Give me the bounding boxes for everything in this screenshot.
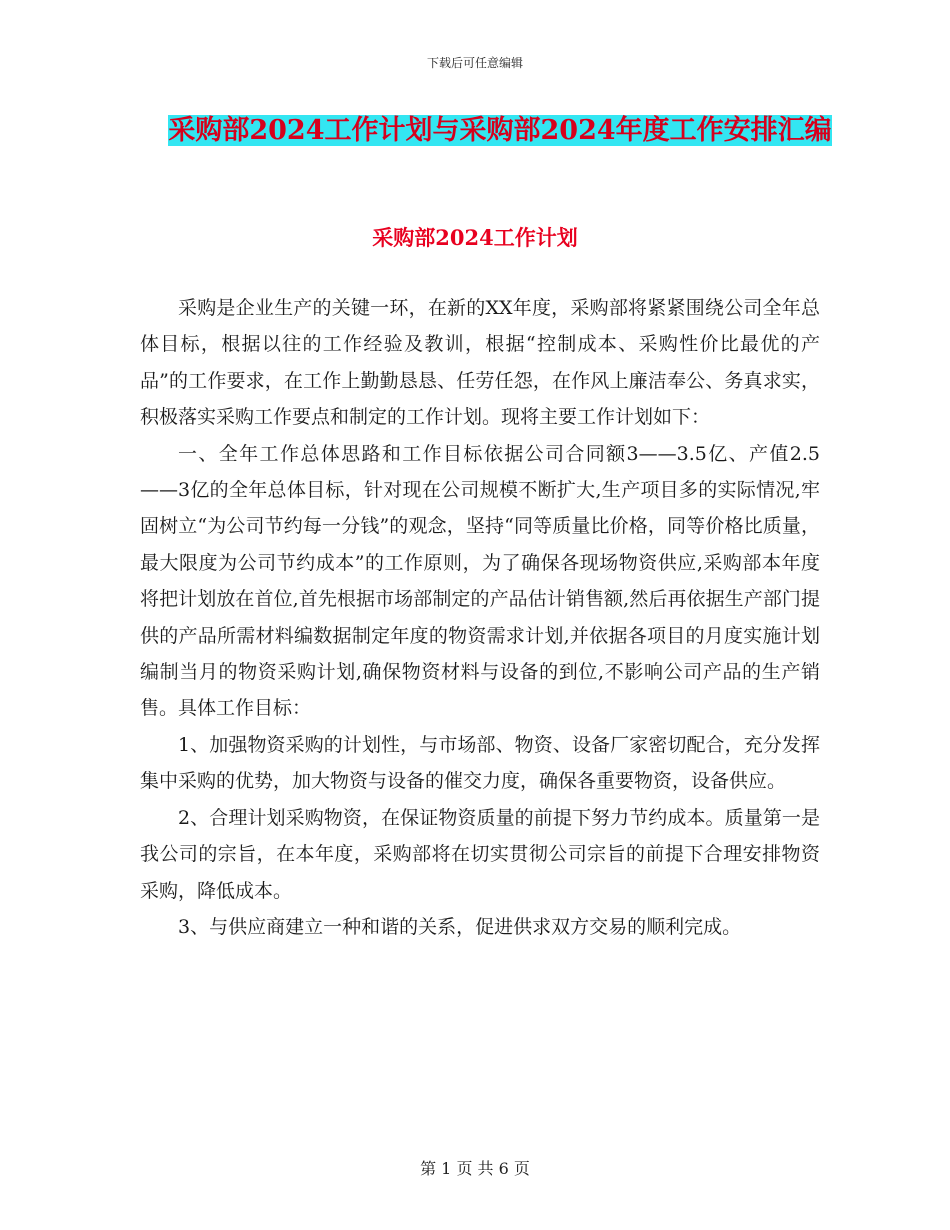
section-title: 采购部2024工作计划 bbox=[372, 225, 578, 250]
paragraph-intro: 采购是企业生产的关键一环，在新的XX年度，采购部将紧紧围绕公司全年总体目标，根据以往的工作经验及教训，根据“控制成本、采购性价比最优的产品”的工作要求，在工作上勤勤恳恳、任劳任怨，在作风上廉洁奉公、务真求实，积极落实采购工作要点和制定的工作计划。现将主要工作计划如下： bbox=[140, 297, 820, 429]
document-title bbox=[160, 108, 840, 154]
paragraph-2: 1、加强物资采购的计划性，与市场部、物资、设备厂家密切配合，充分发挥集中采购的优势，加大物资与设备的催交力度，确保各重要物资，设备供应。 bbox=[140, 733, 820, 793]
paragraph-4: 3、与供应商建立一种和谐的关系，促进供求双方交易的顺利完成。 bbox=[178, 915, 742, 938]
paragraph-3: 2、合理计划采购物资，在保证物资质量的前提下努力节约成本。质量第一是我公司的宗旨，在本年度，采购部将在切实贯彻公司宗旨的前提下合理安排物资采购，降低成本。 bbox=[140, 806, 820, 902]
page-footer: 第 1 页 共 6 页 bbox=[420, 1159, 530, 1178]
document-body bbox=[140, 290, 820, 945]
document-title-text: 采购部2024工作计划与采购部2024年度工作安排汇编 bbox=[168, 115, 832, 146]
paragraph-1: 一、全年工作总体思路和工作目标依据公司合同额3——3.5亿、产值2.5——3亿的全年总体目标，针对现在公司规模不断扩大,生产项目多的实际情况,牢固树立“为公司节约每一分钱”的观念，坚持“同等质量比价格，同等价格比质量，最大限度为公司节约成本”的工作原则，为了确保各现场物资供应,采购部本年度将把计划放在首位,首先根据市场部制定的产品估计销售额,然后再依据生产部门提供的产品所需材料编数据制定年度的物资需求计划,并依据各项目的月度实施计划编制当月的物资采购计划,确保物资材料与设备的到位,不影响公司产品的生产销售。具体工作目标： bbox=[140, 442, 820, 720]
header-note: 下载后可任意编辑 bbox=[426, 56, 523, 70]
